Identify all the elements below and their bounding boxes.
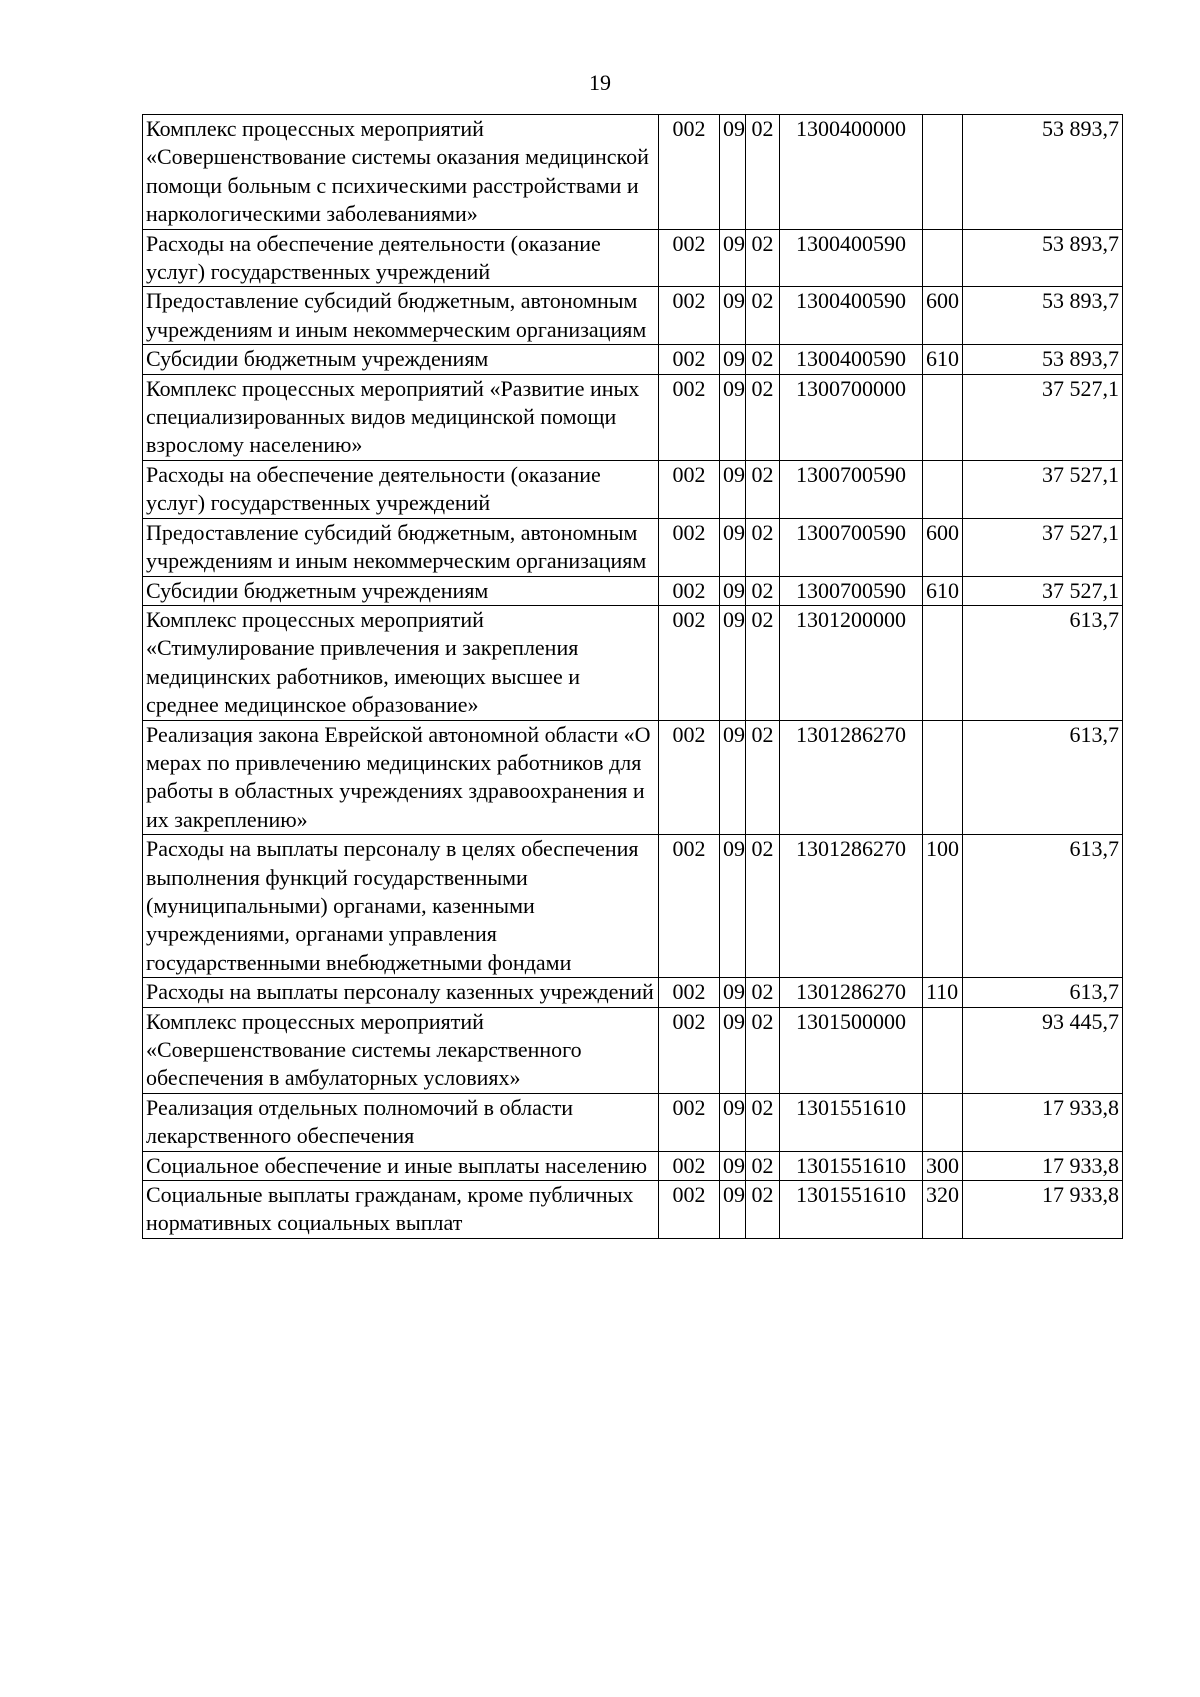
row-admin-code-cell: 002 (659, 229, 720, 287)
row-section-cell: 09 (720, 576, 746, 605)
row-expense-type-cell: 320 (923, 1181, 963, 1239)
row-sum-cell: 17 933,8 (963, 1181, 1123, 1239)
row-subsection-cell: 02 (746, 518, 780, 576)
row-target-code-cell: 1300400590 (780, 345, 923, 374)
row-target-code-cell: 1300700590 (780, 518, 923, 576)
row-name-cell: Социальные выплаты гражданам, кроме публичных нормативных социальных выплат (143, 1181, 659, 1239)
row-expense-type-cell: 100 (923, 835, 963, 978)
row-sum-cell: 17 933,8 (963, 1093, 1123, 1151)
row-admin-code-cell: 002 (659, 115, 720, 230)
row-expense-type-cell (923, 605, 963, 720)
row-target-code-cell: 1301286270 (780, 978, 923, 1007)
table-row (143, 374, 1123, 460)
row-section-cell: 09 (720, 720, 746, 835)
row-name-cell: Реализация закона Еврейской автономной области «О мерах по привлечению медицинских работников для работы в областных учреждениях здравоохранения и их закреплению» (143, 720, 659, 835)
row-admin-code-cell: 002 (659, 720, 720, 835)
row-admin-code-cell: 002 (659, 978, 720, 1007)
row-target-code-cell: 1301200000 (780, 605, 923, 720)
row-subsection-cell: 02 (746, 720, 780, 835)
row-target-code-cell: 1300700590 (780, 576, 923, 605)
table-row (143, 345, 1123, 374)
table-row (143, 115, 1123, 230)
table-row (143, 229, 1123, 287)
row-target-code-cell: 1300400590 (780, 287, 923, 345)
row-admin-code-cell: 002 (659, 605, 720, 720)
row-target-code-cell: 1300400000 (780, 115, 923, 230)
row-section-cell: 09 (720, 460, 746, 518)
row-subsection-cell: 02 (746, 374, 780, 460)
row-target-code-cell: 1301551610 (780, 1181, 923, 1239)
row-name-cell: Субсидии бюджетным учреждениям (143, 576, 659, 605)
row-subsection-cell: 02 (746, 460, 780, 518)
row-admin-code-cell: 002 (659, 1093, 720, 1151)
row-sum-cell: 613,7 (963, 720, 1123, 835)
row-admin-code-cell: 002 (659, 460, 720, 518)
table-row (143, 287, 1123, 345)
row-target-code-cell: 1301500000 (780, 1007, 923, 1093)
row-admin-code-cell: 002 (659, 1151, 720, 1180)
row-admin-code-cell: 002 (659, 345, 720, 374)
row-sum-cell: 53 893,7 (963, 229, 1123, 287)
table-row (143, 720, 1123, 835)
row-admin-code-cell: 002 (659, 835, 720, 978)
table-row (143, 1007, 1123, 1093)
row-subsection-cell: 02 (746, 978, 780, 1007)
row-section-cell: 09 (720, 1151, 746, 1180)
row-sum-cell: 53 893,7 (963, 287, 1123, 345)
row-expense-type-cell: 600 (923, 287, 963, 345)
row-name-cell: Предоставление субсидий бюджетным, автономным учреждениям и иным некоммерческим организациям (143, 287, 659, 345)
table-body (143, 115, 1123, 1239)
table-row (143, 518, 1123, 576)
row-target-code-cell: 1300700000 (780, 374, 923, 460)
row-target-code-cell: 1301286270 (780, 720, 923, 835)
row-section-cell: 09 (720, 518, 746, 576)
row-sum-cell: 53 893,7 (963, 115, 1123, 230)
row-sum-cell: 613,7 (963, 978, 1123, 1007)
row-sum-cell: 17 933,8 (963, 1151, 1123, 1180)
row-name-cell: Комплекс процессных мероприятий «Совершенствование системы лекарственного обеспечения в амбулаторных условиях» (143, 1007, 659, 1093)
row-name-cell: Субсидии бюджетным учреждениям (143, 345, 659, 374)
row-sum-cell: 37 527,1 (963, 576, 1123, 605)
row-name-cell: Комплекс процессных мероприятий «Совершенствование системы оказания медицинской помощи больным с психическими расстройствами и наркологическими заболеваниями» (143, 115, 659, 230)
row-subsection-cell: 02 (746, 287, 780, 345)
row-expense-type-cell (923, 720, 963, 835)
row-section-cell: 09 (720, 1007, 746, 1093)
row-admin-code-cell: 002 (659, 1007, 720, 1093)
row-subsection-cell: 02 (746, 1151, 780, 1180)
row-expense-type-cell: 110 (923, 978, 963, 1007)
row-admin-code-cell: 002 (659, 576, 720, 605)
row-sum-cell: 37 527,1 (963, 460, 1123, 518)
row-section-cell: 09 (720, 345, 746, 374)
row-section-cell: 09 (720, 835, 746, 978)
row-expense-type-cell: 300 (923, 1151, 963, 1180)
row-expense-type-cell (923, 1093, 963, 1151)
table-row (143, 978, 1123, 1007)
row-name-cell: Предоставление субсидий бюджетным, автономным учреждениям и иным некоммерческим организациям (143, 518, 659, 576)
row-expense-type-cell (923, 115, 963, 230)
row-subsection-cell: 02 (746, 576, 780, 605)
row-subsection-cell: 02 (746, 1007, 780, 1093)
row-target-code-cell: 1301551610 (780, 1151, 923, 1180)
row-admin-code-cell: 002 (659, 518, 720, 576)
row-subsection-cell: 02 (746, 115, 780, 230)
row-sum-cell: 613,7 (963, 605, 1123, 720)
row-target-code-cell: 1300400590 (780, 229, 923, 287)
budget-table (142, 114, 1123, 1239)
row-subsection-cell: 02 (746, 229, 780, 287)
table-row (143, 1093, 1123, 1151)
row-sum-cell: 37 527,1 (963, 518, 1123, 576)
table-row (143, 1151, 1123, 1180)
row-target-code-cell: 1301286270 (780, 835, 923, 978)
row-subsection-cell: 02 (746, 1093, 780, 1151)
row-expense-type-cell: 610 (923, 576, 963, 605)
row-name-cell: Комплекс процессных мероприятий «Развитие иных специализированных видов медицинской помощи взрослому населению» (143, 374, 659, 460)
row-expense-type-cell (923, 460, 963, 518)
row-admin-code-cell: 002 (659, 287, 720, 345)
row-sum-cell: 93 445,7 (963, 1007, 1123, 1093)
row-admin-code-cell: 002 (659, 1181, 720, 1239)
row-section-cell: 09 (720, 1093, 746, 1151)
row-section-cell: 09 (720, 115, 746, 230)
row-section-cell: 09 (720, 978, 746, 1007)
table-row (143, 576, 1123, 605)
row-name-cell: Расходы на обеспечение деятельности (оказание услуг) государственных учреждений (143, 460, 659, 518)
row-section-cell: 09 (720, 605, 746, 720)
row-name-cell: Социальное обеспечение и иные выплаты населению (143, 1151, 659, 1180)
table-row (143, 1181, 1123, 1239)
row-expense-type-cell: 600 (923, 518, 963, 576)
row-section-cell: 09 (720, 374, 746, 460)
row-subsection-cell: 02 (746, 605, 780, 720)
page-number: 19 (589, 70, 611, 95)
row-target-code-cell: 1300700590 (780, 460, 923, 518)
row-subsection-cell: 02 (746, 345, 780, 374)
row-subsection-cell: 02 (746, 835, 780, 978)
row-name-cell: Расходы на выплаты персоналу казенных учреждений (143, 978, 659, 1007)
row-expense-type-cell (923, 374, 963, 460)
row-target-code-cell: 1301551610 (780, 1093, 923, 1151)
row-sum-cell: 53 893,7 (963, 345, 1123, 374)
table-row (143, 605, 1123, 720)
row-sum-cell: 613,7 (963, 835, 1123, 978)
row-subsection-cell: 02 (746, 1181, 780, 1239)
row-name-cell: Расходы на выплаты персоналу в целях обеспечения выполнения функций государственными (муниципальными) органами, казенными учреждениями, органами управления государственными внебюджетными фондами (143, 835, 659, 978)
row-name-cell: Расходы на обеспечение деятельности (оказание услуг) государственных учреждений (143, 229, 659, 287)
table-row (143, 835, 1123, 978)
row-section-cell: 09 (720, 1181, 746, 1239)
row-expense-type-cell (923, 1007, 963, 1093)
row-admin-code-cell: 002 (659, 374, 720, 460)
row-sum-cell: 37 527,1 (963, 374, 1123, 460)
row-expense-type-cell (923, 229, 963, 287)
row-section-cell: 09 (720, 287, 746, 345)
row-name-cell: Комплекс процессных мероприятий «Стимулирование привлечения и закрепления медицинских работников, имеющих высшее и среднее медицинское образование» (143, 605, 659, 720)
row-expense-type-cell: 610 (923, 345, 963, 374)
table-row (143, 460, 1123, 518)
row-name-cell: Реализация отдельных полномочий в области лекарственного обеспечения (143, 1093, 659, 1151)
row-section-cell: 09 (720, 229, 746, 287)
